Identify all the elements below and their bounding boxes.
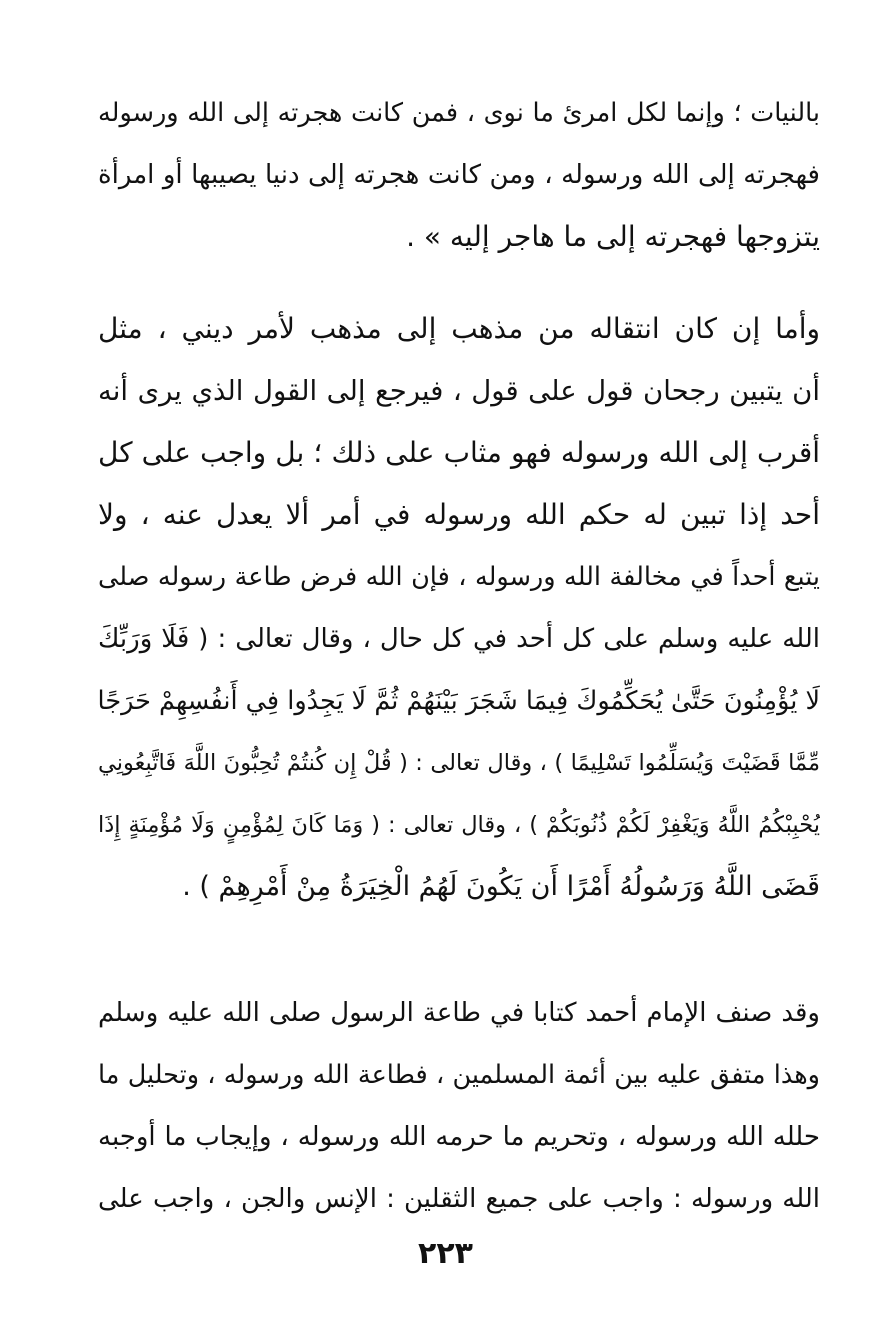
text-line: وقد صنف الإمام أحمد كتابا في طاعة الرسول صلى الله عليه وسلم — [98, 998, 820, 1028]
paragraph-hadith-niyyat — [98, 82, 820, 268]
text-line: وأما إن كان انتقاله من مذهب إلى مذهب لأمر ديني ، مثل — [98, 312, 820, 345]
text-line: أن يتبين رجحان قول على قول ، فيرجع إلى القول الذي يرى أنه — [98, 375, 820, 407]
paragraph-changing-madhhab — [98, 298, 820, 918]
text-line: يتزوجها فهجرته إلى ما هاجر إليه » . — [406, 220, 820, 253]
quran-verse-line: قَضَى اللَّهُ وَرَسُولُهُ أَمْرًا أَن يَكُونَ لَهُمُ الْخِيَرَةُ مِنْ أَمْرِهِمْ ) . — [182, 871, 820, 902]
paragraph-obedience-to-messenger — [98, 982, 820, 1230]
text-line: وهذا متفق عليه بين أئمة المسلمين ، فطاعة الله ورسوله ، وتحليل ما — [98, 1060, 820, 1090]
text-line: الله عليه وسلم على كل أحد في كل حال ، وقال تعالى : ( فَلَا وَرَبِّكَ — [98, 624, 820, 654]
quran-verse-line: لَا يُؤْمِنُونَ حَتَّىٰ يُحَكِّمُوكَ فِيمَا شَجَرَ بَيْنَهُمْ ثُمَّ لَا يَجِدُوا فِي أَنفُسِهِمْ حَرَجًا — [98, 686, 820, 716]
text-line: فهجرته إلى الله ورسوله ، ومن كانت هجرته إلى دنيا يصيبها أو امرأة — [98, 160, 820, 190]
page-number: ٢٢٣ — [418, 1236, 473, 1271]
text-line: أحد إذا تبين له حكم الله ورسوله في أمر ألا يعدل عنه ، ولا — [98, 498, 820, 531]
quran-verse-line: يُحْبِبْكُمُ اللَّهُ وَيَغْفِرْ لَكُمْ ذُنُوبَكُمْ ) ، وقال تعالى : ( وَمَا كَانَ لِمُؤْمِنٍ وَلَا مُؤْمِنَةٍ إِذَا — [98, 812, 820, 838]
text-line: حلله الله ورسوله ، وتحريم ما حرمه الله ورسوله ، وإيجاب ما أوجبه — [98, 1122, 820, 1152]
text-line: أقرب إلى الله ورسوله فهو مثاب على ذلك ؛ بل واجب على كل — [98, 436, 820, 469]
text-line: الله ورسوله : واجب على جميع الثقلين : الإنس والجن ، واجب على — [98, 1184, 820, 1214]
text-line: يتبع أحداً في مخالفة الله ورسوله ، فإن الله فرض طاعة رسوله صلى — [98, 562, 820, 592]
text-line: بالنيات ؛ وإنما لكل امرئ ما نوى ، فمن كانت هجرته إلى الله ورسوله — [98, 98, 820, 128]
quran-verse-line: مِّمَّا قَضَيْتَ وَيُسَلِّمُوا تَسْلِيمًا ) ، وقال تعالى : ( قُلْ إِن كُنتُمْ تُحِبُّونَ اللَّهَ فَاتَّبِعُونِي — [98, 750, 820, 776]
